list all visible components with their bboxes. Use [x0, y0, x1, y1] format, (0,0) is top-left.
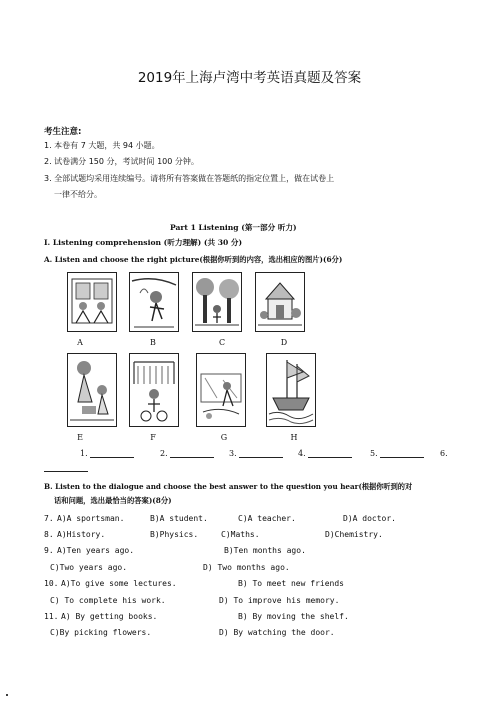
q9-option-b[interactable]: B)Ten months ago.	[224, 546, 306, 555]
q8-option-b[interactable]: B)Physics.	[150, 530, 199, 539]
q11-option-a[interactable]: A) By getting books.	[61, 612, 158, 621]
picture-d	[255, 272, 305, 332]
q8-number: 8.	[44, 530, 54, 539]
picture-c-illustration	[193, 273, 241, 331]
page-title: 2019年上海卢湾中考英语真题及答案	[137, 70, 362, 86]
blank-3[interactable]	[229, 449, 283, 458]
picture-label-f: F	[150, 433, 156, 442]
picture-b-illustration	[130, 273, 178, 331]
blank-4-number: 4.	[298, 449, 306, 458]
picture-label-g: G	[220, 433, 228, 442]
q8-option-a[interactable]: A)History.	[57, 530, 106, 539]
q9-option-d[interactable]: D) Two months ago.	[203, 563, 290, 572]
notes-item-2: 2. 试卷满分 150 分，考试时间 100 分钟。	[44, 157, 199, 166]
q9-option-a[interactable]: A)Ten years ago.	[57, 546, 135, 555]
blank-6[interactable]	[440, 449, 448, 458]
q10-option-d[interactable]: D) To improve his memory.	[219, 596, 340, 605]
picture-h-illustration	[267, 354, 315, 426]
blank-6-line[interactable]	[44, 471, 88, 472]
q11-option-d[interactable]: D) By watching the door.	[219, 628, 335, 637]
q10-option-c[interactable]: C) To complete his work.	[50, 596, 166, 605]
blank-5-number: 5.	[370, 449, 378, 458]
picture-e	[67, 353, 117, 427]
blank-4[interactable]	[298, 449, 352, 458]
blank-4-line[interactable]	[308, 449, 352, 458]
blank-5[interactable]	[370, 449, 424, 458]
margin-dot	[6, 694, 8, 696]
section1-heading: I. Listening comprehension (听力理解) (共 30 分)	[44, 238, 243, 247]
q11-option-c[interactable]: C)By picking flowers.	[50, 628, 152, 637]
picture-a	[67, 272, 117, 332]
picture-a-illustration	[68, 273, 116, 331]
picture-label-c: C	[218, 338, 226, 347]
q7-option-c[interactable]: C)A teacher.	[238, 514, 296, 523]
notes-item-3-cont: 一律不给分。	[54, 190, 102, 199]
blank-2[interactable]	[160, 449, 214, 458]
picture-label-a: A	[77, 338, 83, 347]
sectionB-heading-line1: B. Listen to the dialogue and choose the best answer to the question you hear(根据你听到的对	[44, 482, 413, 491]
notes-heading: 考生注意:	[44, 127, 82, 137]
notes-item-1: 1. 本卷有 7 大题，共 94 小题。	[44, 141, 160, 150]
picture-label-h: H	[290, 433, 298, 442]
picture-b	[129, 272, 179, 332]
picture-label-b: B	[150, 338, 156, 347]
blank-1-number: 1.	[80, 449, 88, 458]
q9-number: 9.	[44, 546, 54, 555]
q11-number: 11.	[44, 612, 59, 621]
blank-1[interactable]	[80, 449, 134, 458]
part1-heading: Part 1 Listening (第一部分 听力)	[170, 223, 297, 232]
picture-d-illustration	[256, 273, 304, 331]
q10-option-a[interactable]: A)To give some lectures.	[61, 579, 177, 588]
blank-3-line[interactable]	[239, 449, 283, 458]
sectionB-heading-line2: 话和问题，选出最恰当的答案)(8分)	[54, 496, 172, 505]
q8-option-c[interactable]: C)Maths.	[221, 530, 260, 539]
q7-option-a[interactable]: A)A sportsman.	[57, 514, 125, 523]
blank-2-line[interactable]	[170, 449, 214, 458]
picture-label-d: D	[280, 338, 288, 347]
picture-f-illustration	[130, 354, 178, 426]
blank-6-number: 6.	[440, 449, 448, 458]
picture-c	[192, 272, 242, 332]
picture-g	[196, 353, 246, 427]
picture-label-e: E	[77, 433, 83, 442]
picture-e-illustration	[68, 354, 116, 426]
q7-number: 7.	[44, 514, 54, 523]
q9-option-c[interactable]: C)Two years ago.	[50, 563, 128, 572]
sectionA-heading: A. Listen and choose the right picture(根据你听到的内容，选出相应的图片)(6分)	[44, 255, 343, 264]
picture-h	[266, 353, 316, 427]
picture-f	[129, 353, 179, 427]
blank-1-line[interactable]	[90, 449, 134, 458]
q10-option-b[interactable]: B) To meet new friends	[238, 579, 344, 588]
blank-2-number: 2.	[160, 449, 168, 458]
q11-option-b[interactable]: B) By moving the shelf.	[238, 612, 349, 621]
q7-option-d[interactable]: D)A doctor.	[343, 514, 396, 523]
notes-item-3: 3. 全部试题均采用连续编号。请将所有答案做在答题纸的指定位置上，做在试卷上	[44, 174, 335, 183]
blank-5-line[interactable]	[380, 449, 424, 458]
q10-number: 10.	[44, 579, 59, 588]
blank-3-number: 3.	[229, 449, 237, 458]
q7-option-b[interactable]: B)A student.	[150, 514, 208, 523]
q8-option-d[interactable]: D)Chemistry.	[325, 530, 383, 539]
picture-g-illustration	[197, 354, 245, 426]
